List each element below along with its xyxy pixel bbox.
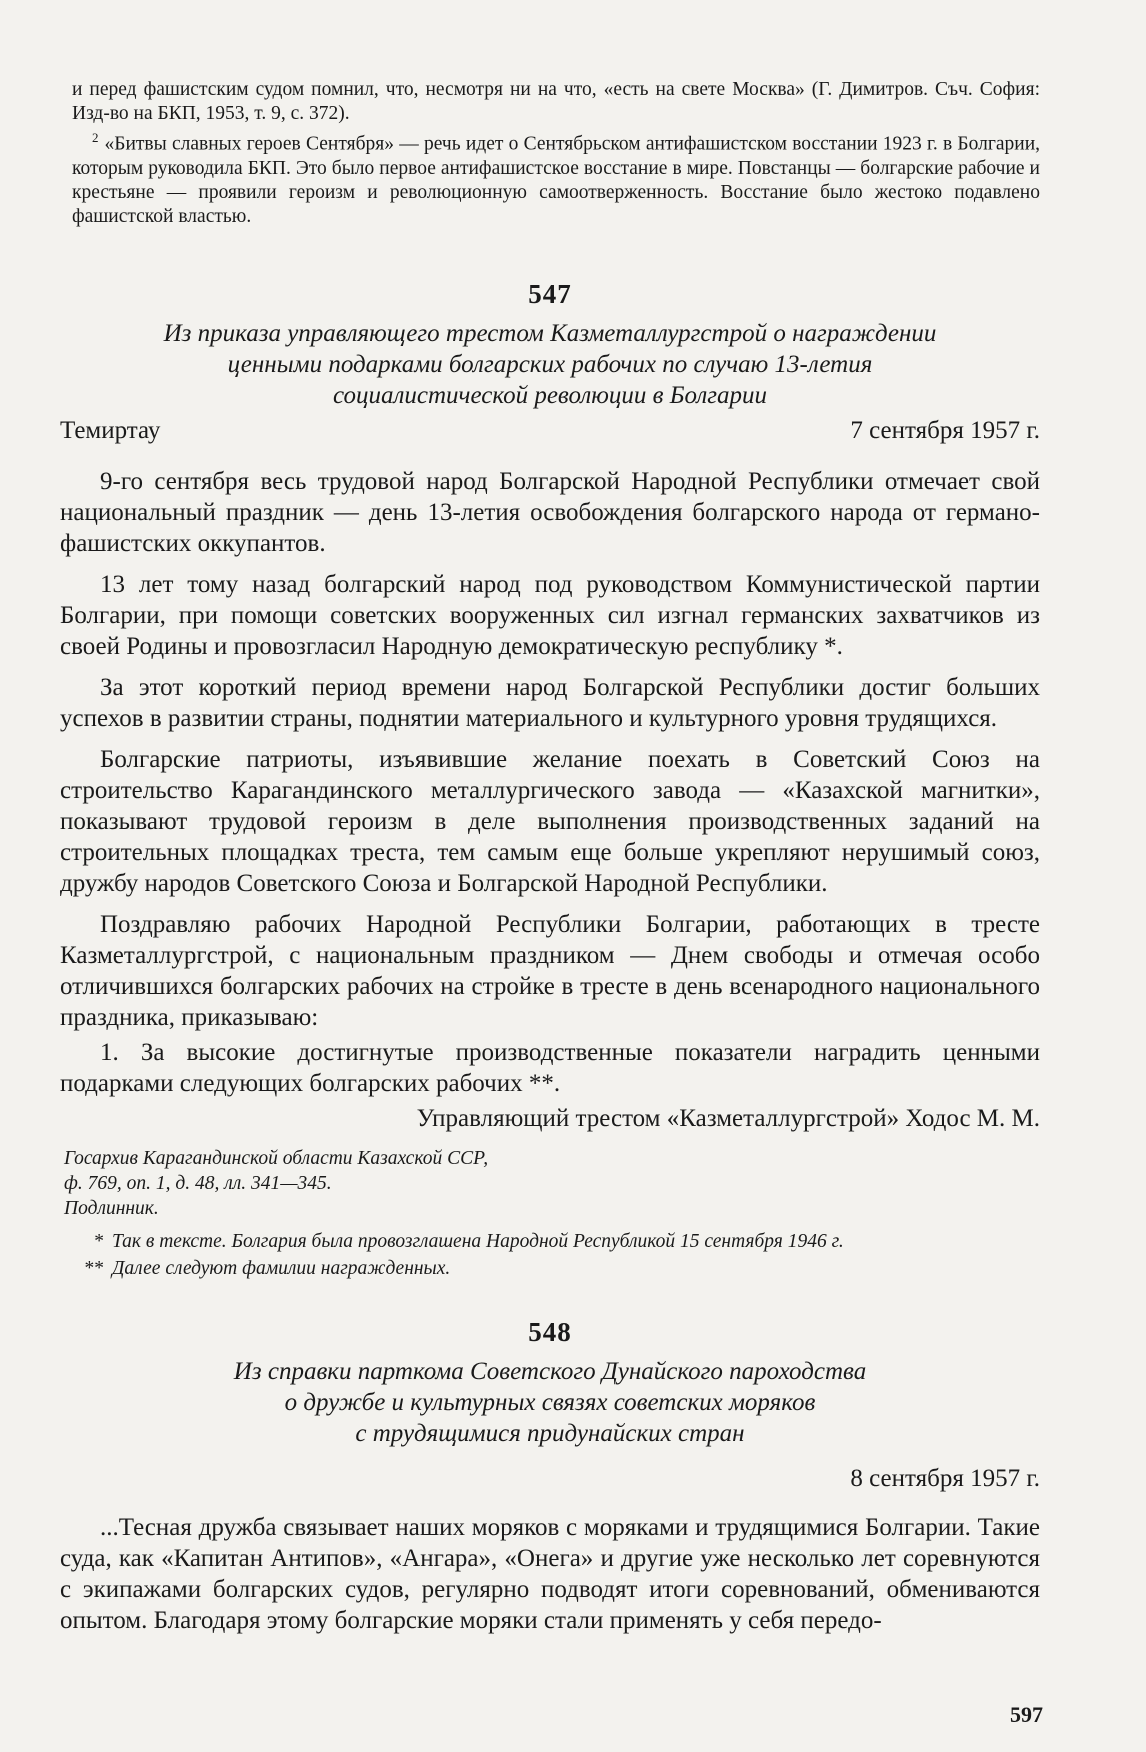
title-548-line-3: с трудящимися придунайских стран xyxy=(355,1419,745,1447)
body-547 xyxy=(60,466,1040,1099)
archive-line-3: Подлинник. xyxy=(64,1197,159,1219)
footnotes-547 xyxy=(60,1229,1040,1281)
page xyxy=(60,78,1040,1646)
place: Темиртау xyxy=(60,416,161,444)
footnote-star-1 xyxy=(60,1229,1040,1254)
place-date-547 xyxy=(60,415,1040,446)
top-footnotes xyxy=(60,78,1040,229)
page-number: 597 xyxy=(1010,1702,1043,1727)
archive-reference xyxy=(64,1146,1040,1221)
footnote-star-2-text: Далее следуют фамилии награжденных. xyxy=(112,1257,451,1279)
body-548 xyxy=(60,1512,1040,1636)
title-547-line-2: ценными подарками болгарских рабочих по случаю 13-летия xyxy=(227,350,873,378)
footnote-continuation: и перед фашистским судом помнил, что, несмотря ни на что, «есть на свете Москва» (Г. Димитров. Съч. София: Изд-во на БКП, 1953, т. 9, с. 372). xyxy=(72,79,1040,124)
paragraph-5: Поздравляю рабочих Народной Республики Болгарии, работающих в тресте Казметаллургстрой, с национальным праздником — Днем свободы и отмечая особо отличившихся болгарских рабочих на стройке в тресте в день всенародного национального праздника, приказываю: xyxy=(60,910,1040,1031)
document-number-548: 548 xyxy=(528,1316,572,1347)
paragraph-4: Болгарские патриоты, изъявившие желание поехать в Советский Союз на строительство Карагандинского металлургического завода — «Казахской магнитки», показывают трудовой героизм в деле выполнения производственных заданий на строительных площадках треста, тем самым еще больше укрепляют нерушимый союз, дружбу народов Советского Союза и Болгарской Народной Республики. xyxy=(60,745,1040,897)
footnote-star-2-mark: ** xyxy=(84,1257,104,1279)
footnote-star-1-text: Так в тексте. Болгария была провозглашена Народной Республикой 15 сентября 1946 г. xyxy=(112,1230,844,1252)
signature: Управляющий трестом «Казметаллургстрой» Ходос М. М. xyxy=(416,1104,1040,1132)
footnote-2 xyxy=(72,126,1040,229)
title-547-line-1: Из приказа управляющего трестом Казметаллургстрой о награждении xyxy=(163,319,937,347)
footnote-2-mark: 2 xyxy=(92,130,99,145)
paragraph-2: 13 лет тому назад болгарский народ под руководством Коммунистической партии Болгарии, при помощи советских вооруженных сил изгнал германских захватчиков из своей Родины и провозгласил Народную демократическую республику *. xyxy=(60,570,1040,660)
document-title-548 xyxy=(60,1356,1040,1449)
title-548-line-1: Из справки парткома Советского Дунайского пароходства xyxy=(233,1357,867,1385)
document-number-547: 547 xyxy=(528,278,572,309)
footnote-star-1-mark: * xyxy=(94,1230,104,1252)
paragraph-548: ...Тесная дружба связывает наших моряков с моряками и трудящимися Болгарии. Такие суда, как «Капитан Антипов», «Ангара», «Онега» и другие уже несколько лет соревнуются с экипажами болгарских судов, регулярно подводят итоги соревнований, обмениваются опытом. Благодаря этому болгарские моряки стали применять у себя передо- xyxy=(60,1513,1040,1634)
footnote-2-text: «Битвы славных героев Сентября» — речь идет о Сентябрьском антифашистском восстании 1923 г. в Болгарии, которым руководила БКП. Это было первое антифашистское восстание в мире. Повстанцы — болгарские рабочие и крестьяне — проявили героизм и революционную самоотверженность. Восстание было жестоко подавлено фашистской властью. xyxy=(72,133,1040,227)
title-547-line-3: социалистической революции в Болгарии xyxy=(333,381,767,409)
paragraph-6: 1. За высокие достигнутые производственные показатели наградить ценными подарками следующих болгарских рабочих **. xyxy=(60,1038,1040,1097)
footnote-star-2 xyxy=(60,1256,1040,1281)
archive-line-1: Госархив Карагандинской области Казахской ССР, xyxy=(64,1147,489,1169)
document-title-547 xyxy=(60,318,1040,411)
date-548: 8 сентября 1957 г. xyxy=(850,1464,1040,1492)
paragraph-1: 9-го сентября весь трудовой народ Болгарской Народной Республики отмечает свой национальный праздник — день 13-летия освобождения болгарского народа от германо-фашистских оккупантов. xyxy=(60,467,1040,557)
paragraph-3: За этот короткий период времени народ Болгарской Республики достиг больших успехов в развитии страны, поднятии материального и культурного уровня трудящихся. xyxy=(60,673,1040,732)
title-548-line-2: о дружбе и культурных связях советских моряков xyxy=(284,1388,816,1416)
date-547: 7 сентября 1957 г. xyxy=(850,416,1040,444)
archive-line-2: ф. 769, оп. 1, д. 48, лл. 341—345. xyxy=(64,1172,332,1194)
